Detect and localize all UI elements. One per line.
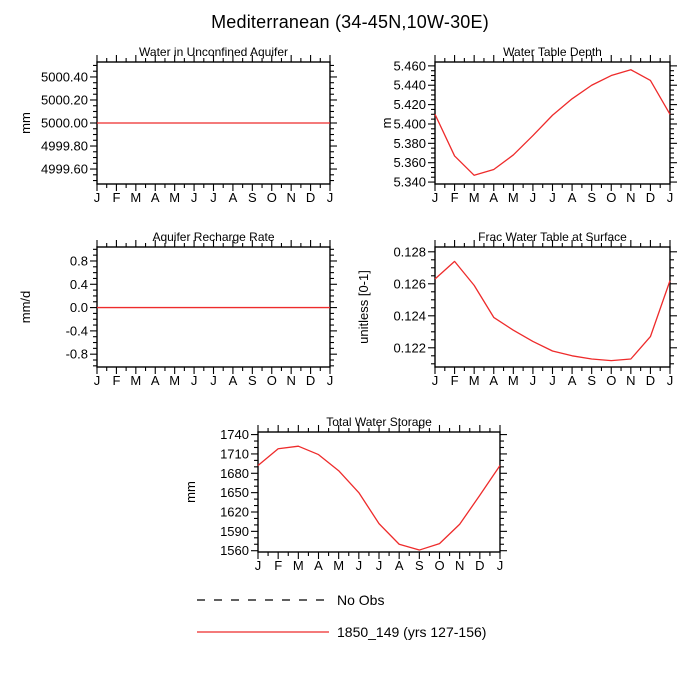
y-tick-label: 5.420 (393, 97, 426, 113)
month-tick-label: D (645, 190, 656, 205)
chart-aquifer-recharge-rate (18, 230, 337, 388)
month-tick-label: J (529, 373, 537, 388)
series-line (435, 70, 670, 176)
panel-title: Water Table Depth (503, 45, 602, 59)
y-tick-label: 5.380 (393, 135, 426, 151)
plot-box (258, 432, 500, 552)
month-tick-label: J (666, 190, 674, 205)
month-tick-label: J (93, 190, 101, 205)
month-tick-label: A (394, 558, 404, 573)
month-tick-label: D (475, 558, 485, 573)
month-tick-label: J (496, 558, 504, 573)
legend-solid-line-sample (197, 629, 329, 635)
month-tick-label: N (286, 190, 296, 205)
y-tick-label: 1560 (220, 543, 249, 559)
month-tick-label: M (130, 190, 142, 205)
month-tick-label: J (375, 558, 383, 573)
y-tick-label: 5000.20 (41, 92, 88, 108)
month-tick-label: A (567, 373, 577, 388)
legend (197, 593, 486, 657)
month-tick-label: J (93, 373, 101, 388)
month-tick-label: A (150, 190, 160, 205)
month-tick-label: S (587, 373, 597, 388)
month-tick-label: J (549, 190, 556, 205)
month-tick-label: N (286, 373, 296, 388)
y-tick-label: -0.4 (65, 323, 88, 339)
y-tick-label: 5.440 (393, 77, 426, 93)
page-title: Mediterranean (34-45N,10W-30E) (211, 12, 489, 32)
y-tick-label: 0.0 (69, 300, 88, 316)
month-tick-label: J (190, 190, 198, 205)
month-tick-label: J (326, 190, 334, 205)
y-axis-label: mm/d (18, 290, 33, 324)
month-tick-label: J (431, 373, 439, 388)
month-tick-label: A (228, 373, 238, 388)
month-tick-label: J (210, 190, 217, 205)
chart-total-water-storage (183, 415, 507, 573)
series-line (258, 446, 500, 550)
y-tick-label: 0.126 (393, 276, 426, 292)
month-tick-label: D (305, 190, 316, 205)
month-tick-label: M (507, 373, 519, 388)
y-tick-label: 1710 (220, 446, 249, 462)
month-tick-label: J (254, 558, 262, 573)
y-tick-label: 5000.00 (41, 115, 88, 131)
month-tick-label: J (529, 190, 537, 205)
month-tick-label: M (468, 373, 480, 388)
y-tick-label: 0.4 (69, 276, 88, 292)
chart-frac-water-table-surface (356, 230, 677, 388)
month-tick-label: J (326, 373, 334, 388)
legend-label: No Obs (337, 592, 385, 608)
y-tick-label: 1740 (220, 427, 249, 443)
month-tick-label: D (305, 373, 316, 388)
month-tick-label: F (112, 190, 121, 205)
plot-box (435, 247, 670, 367)
y-tick-label: 5.460 (393, 58, 426, 74)
month-tick-label: A (314, 558, 323, 573)
y-tick-label: 0.124 (393, 308, 426, 324)
month-tick-label: M (507, 190, 519, 205)
panel-title: Total Water Storage (326, 415, 432, 429)
plot-box (435, 62, 670, 184)
month-tick-label: O (606, 190, 617, 205)
month-tick-label: J (666, 373, 674, 388)
month-tick-label: N (454, 558, 465, 573)
legend-item-series (197, 625, 486, 639)
legend-item-no-obs (197, 593, 486, 607)
month-tick-label: M (130, 373, 142, 388)
month-tick-label: J (355, 558, 363, 573)
y-tick-label: 1650 (220, 485, 249, 501)
month-tick-label: N (626, 373, 636, 388)
y-tick-label: -0.8 (65, 346, 88, 362)
chart-water-table-depth (379, 45, 677, 205)
y-tick-label: 5.400 (393, 116, 426, 132)
chart-water-unconfined-aquifer (18, 45, 337, 205)
panel-title: Aquifer Recharge Rate (152, 230, 275, 244)
series-line (435, 261, 670, 360)
month-tick-label: O (266, 373, 277, 388)
month-tick-label: F (450, 190, 459, 205)
month-tick-label: S (247, 373, 257, 388)
month-tick-label: M (333, 558, 345, 573)
y-tick-label: 5.340 (393, 174, 426, 190)
month-tick-label: A (150, 373, 160, 388)
panel-title: Water in Unconfined Aquifer (139, 45, 288, 59)
y-axis-label: mm (183, 481, 198, 503)
month-tick-label: A (228, 190, 238, 205)
y-tick-label: 0.128 (393, 244, 426, 260)
month-tick-label: D (645, 373, 656, 388)
y-tick-label: 5.360 (393, 155, 426, 171)
y-tick-label: 1590 (220, 523, 249, 539)
month-tick-label: M (468, 190, 480, 205)
legend-label: 1850_149 (yrs 127-156) (337, 624, 487, 640)
month-tick-label: J (210, 373, 217, 388)
month-tick-label: F (112, 373, 121, 388)
month-tick-label: J (549, 373, 556, 388)
y-tick-label: 4999.80 (41, 138, 88, 154)
month-tick-label: S (587, 190, 597, 205)
month-tick-label: S (414, 558, 424, 573)
legend-dashed-line-sample (197, 597, 329, 603)
y-tick-label: 1680 (220, 465, 249, 481)
month-tick-label: N (626, 190, 636, 205)
month-tick-label: A (567, 190, 577, 205)
month-tick-label: M (169, 190, 181, 205)
y-axis-label: m (379, 117, 394, 129)
y-tick-label: 1620 (220, 504, 249, 520)
month-tick-label: A (489, 373, 499, 388)
y-tick-label: 4999.60 (41, 161, 88, 177)
y-tick-label: 5000.40 (41, 69, 88, 85)
month-tick-label: A (489, 190, 499, 205)
y-tick-label: 0.122 (393, 340, 426, 356)
y-axis-label: mm (18, 112, 33, 134)
month-tick-label: S (247, 190, 257, 205)
month-tick-label: M (292, 558, 304, 573)
y-tick-label: 0.8 (69, 253, 88, 269)
month-tick-label: F (450, 373, 459, 388)
month-tick-label: O (434, 558, 445, 573)
month-tick-label: O (606, 373, 617, 388)
panel-title: Frac Water Table at Surface (478, 230, 627, 244)
month-tick-label: J (431, 190, 439, 205)
month-tick-label: J (190, 373, 198, 388)
month-tick-label: M (169, 373, 181, 388)
month-tick-label: F (274, 558, 283, 573)
y-axis-label: unitless [0-1] (356, 270, 371, 344)
month-tick-label: O (266, 190, 277, 205)
